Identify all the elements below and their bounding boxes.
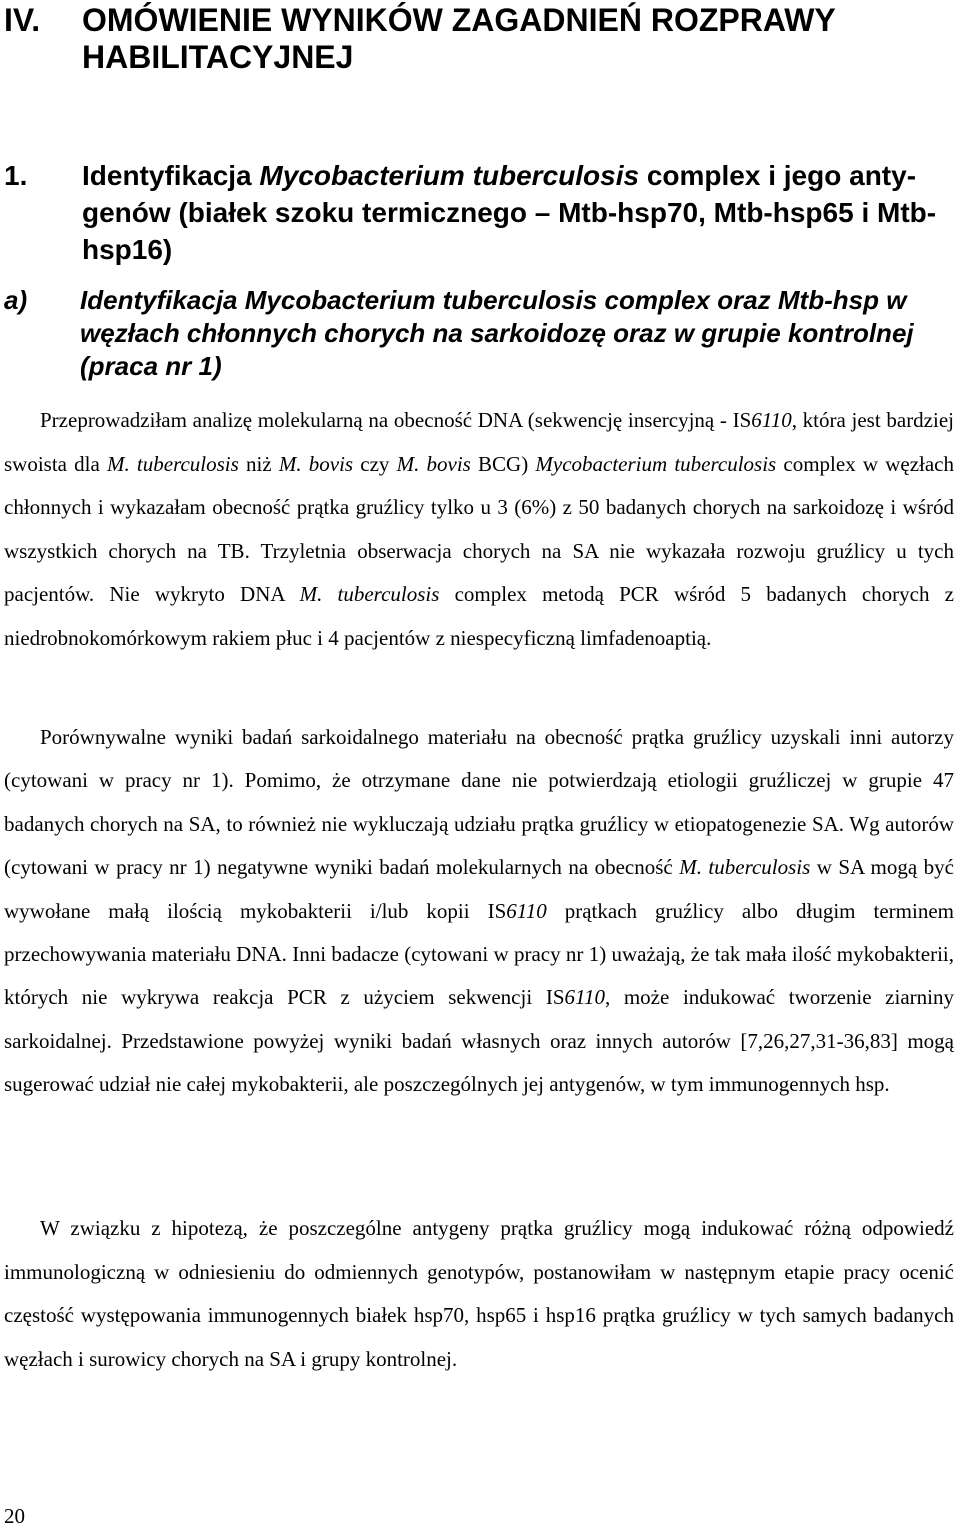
italic-run: M. tuberculosis: [679, 855, 811, 880]
text-run: Przeprowadziłam analizę molekularną na obecność DNA (sekwencję insercyjną - IS: [40, 408, 752, 432]
text-run: Porównywalne wyniki badań sarkoidalnego materiału na obecność prątka gruźlicy uzyskali inni autorzy (cytowani w pracy nr 1). Pomimo, że otrzymane dane nie potwierdzają etiologii gruźliczej w grupie 47 badanych chorych na SA, to również nie wykluczają udziału prątka gruźlicy w etiopatogenezie SA. Wg autorów (cytowani w pracy nr 1) negatywne wyniki badań molekularnych na obecność: [4, 725, 954, 880]
subsection-title: Identyfikacja Mycobacterium tuberculosis complex oraz Mtb-hsp w węzłach chłonnych chorych na sarkoidozę oraz w grupie kontrolnej (praca nr 1): [80, 285, 914, 381]
italic-run: 6110: [506, 898, 547, 923]
text-run: prątkach gruźlicy albo długim terminem przechowywania materiału DNA. Inni badacze (cytowani w pracy nr 1) uważają, że tak mała ilość mykobakterii, których nie wykrywa reakcja PCR z użyciem sekwencji IS: [4, 898, 954, 1010]
text-run: niż: [238, 451, 279, 476]
chapter-number: IV.: [4, 2, 41, 38]
italic-run: M. bovis: [278, 451, 354, 476]
section-title-italic: Mycobacterium tuberculosis: [259, 160, 640, 191]
italic-run: M. bovis: [396, 451, 471, 476]
text-run: complex w węzłach chłonnych i wykazałam obecność prątka gruźlicy tylko u 3 (6%) z 50 badanych chorych na sarkoidozę i wśród wszystkich chorych na TB. Trzyletnia obserwacja chorych na SA nie wykazała rozwoju gruźlicy u tych pacjentów. Nie wykryto DNA: [4, 451, 954, 606]
subsection-label: a): [4, 285, 28, 315]
section-title-part: complex i jego anty-genów (białek szoku termicznego – Mtb-hsp70, Mtb-hsp65 i Mtb-hsp16): [82, 160, 937, 265]
text-run: , która jest bardziej swoista dla: [4, 408, 954, 476]
section-heading: [4, 157, 949, 268]
text-run: W związku z hipotezą, że poszczególne antygeny prątka gruźlicy mogą indukować różną odpowiedź immunologiczną w odniesieniu do odmiennych genotypów, postanowiłam w następnym etapie pracy ocenić częstość występowania immunogennych białek hsp70, hsp65 i hsp16 prątka gruźlicy w tych samych badanych węzłach i surowicy chorych na SA i grupy kontrolnej.: [4, 1216, 954, 1371]
subsection-heading: [4, 284, 954, 383]
section-number: 1.: [4, 160, 28, 191]
italic-run: M. tuberculosis: [107, 451, 239, 476]
section-title-part: Identyfikacja: [82, 160, 260, 191]
text-run: czy: [353, 451, 397, 476]
text-run: BCG): [470, 451, 536, 476]
italic-run: 6110: [751, 408, 792, 432]
text-run: , może indukować tworzenie ziarniny sarkoidalnej. Przedstawione powyżej wyniki badań własnych oraz innych autorów [7,26,27,31-36,83] mogą sugerować udział nie całej mykobakterii, ale poszczególnych jej antygenów, w tym immunogennych hsp.: [4, 985, 954, 1097]
chapter-title: OMÓWIENIE WYNIKÓW ZAGADNIEŃ ROZPRAWY HABILITACYJNEJ: [82, 2, 836, 75]
paragraph-2: [4, 716, 954, 1107]
section-title: [4, 157, 949, 268]
italic-run: 6110: [564, 985, 605, 1010]
italic-run: M. tuberculosis: [299, 582, 440, 606]
italic-run: Mycobacterium tuberculosis: [535, 451, 777, 476]
chapter-heading: [4, 2, 944, 76]
text-run: w SA mogą być wywołane małą ilością mykobakterii i/lub kopii IS: [4, 855, 954, 923]
paragraph-1: [4, 399, 954, 660]
page-number: 20: [4, 1504, 25, 1528]
text-run: complex metodą PCR wśród 5 badanych chorych z niedrobnokomórkowym rakiem płuc i 4 pacjentów z niespecyficzną limfadenoaptią.: [4, 582, 954, 650]
paragraph-3: [4, 1207, 954, 1381]
